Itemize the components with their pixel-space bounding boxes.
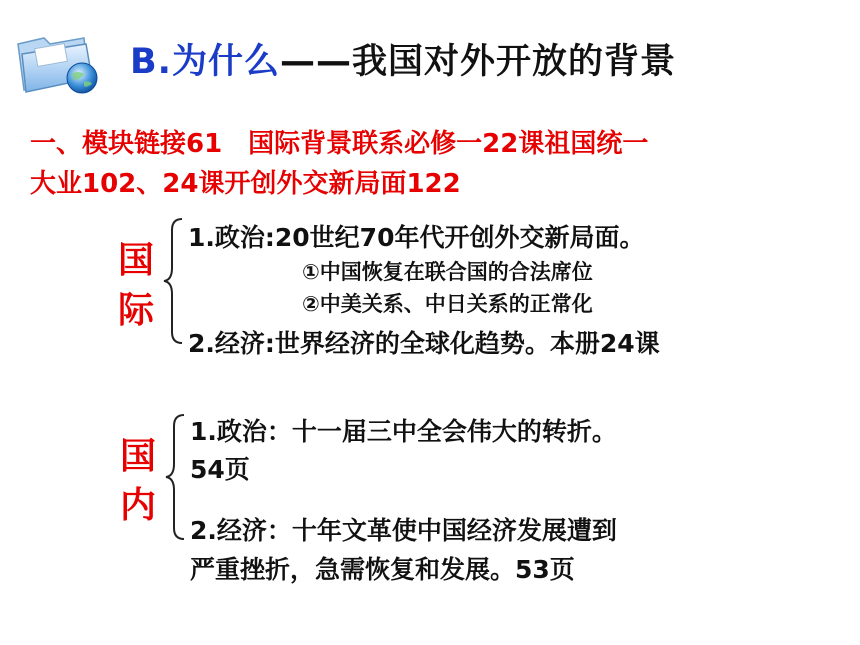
international-brace (162, 216, 188, 346)
international-label-char-2: 际 (118, 290, 155, 331)
domestic-politics-line-2: 54页 (190, 455, 250, 484)
title-prefix: B.为什么 (130, 42, 280, 82)
international-politics-sub-2: ②中美关系、中日关系的正常化 (302, 292, 593, 316)
international-label-char-1: 国 (118, 240, 155, 281)
folder-globe-icon (14, 30, 102, 98)
title-rest: ——我国对外开放的背景 (279, 42, 676, 82)
international-economy: 2.经济:世界经济的全球化趋势。本册24课 (188, 329, 660, 358)
page-title (130, 34, 676, 84)
domestic-economy-line-2: 严重挫折，急需恢复和发展。53页 (190, 555, 575, 584)
module-link-line-2: 大业102、24课开创外交新局面122 (30, 169, 461, 199)
international-politics-sub-1: ①中国恢复在联合国的合法席位 (302, 260, 593, 284)
domestic-politics-line-1: 1.政治：十一届三中全会伟大的转折。 (190, 417, 617, 446)
domestic-label-char-1: 国 (120, 436, 157, 477)
module-link-line-1: 一、模块链接61 国际背景联系必修一22课祖国统一 (30, 129, 649, 159)
international-politics: 1.政治:20世纪70年代开创外交新局面。 (188, 223, 645, 252)
domestic-economy-line-1: 2.经济：十年文革使中国经济发展遭到 (190, 516, 617, 545)
domestic-label-char-2: 内 (120, 485, 157, 526)
domestic-brace (164, 412, 190, 542)
